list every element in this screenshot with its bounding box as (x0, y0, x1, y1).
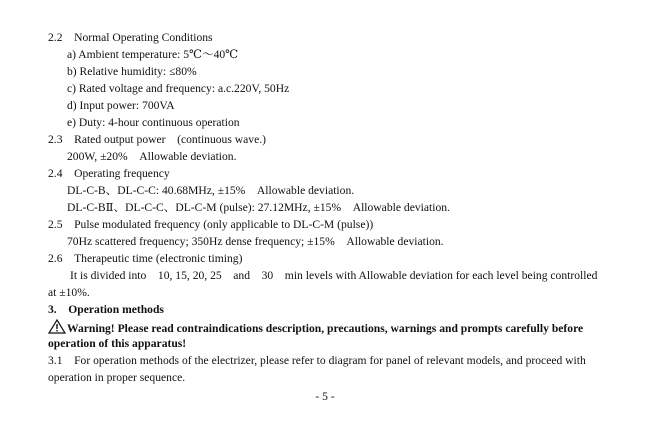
frequency-line-1: DL-C-B、DL-C-C: 40.68MHz, ±15% Allowable deviation. (67, 184, 355, 197)
warning-text-1: Warning! Please read contraindications description, precautions, warnings and prompts carefully before (67, 322, 584, 335)
rated-output-power-text: 200W, ±20% Allowable deviation. (67, 150, 237, 163)
frequency-line-2: DL-C-BⅡ、DL-C-C、DL-C-M (pulse): 27.12MHz, ±15% Allowable deviation. (67, 201, 450, 214)
section-2-3-heading: 2.3 Rated output power (continuous wave.) (48, 133, 266, 146)
pulse-frequency-text: 70Hz scattered frequency; 350Hz dense frequency; ±15% Allowable deviation. (67, 235, 444, 248)
section-2-6-heading: 2.6 Therapeutic time (electronic timing) (48, 252, 243, 265)
section-3-1-line-2: operation in proper sequence. (48, 371, 186, 384)
therapeutic-time-line-2: at ±10%. (48, 286, 90, 299)
section-2-4-heading: 2.4 Operating frequency (48, 167, 170, 180)
page-number: - 5 - (315, 390, 335, 403)
section-3-1-line-1: 3.1 For operation methods of the electrizer, please refer to diagram for panel of relevant models, and proceed with (48, 354, 586, 367)
rated-voltage-item: c) Rated voltage and frequency: a.c.220V, 50Hz (67, 82, 290, 95)
section-2-2-heading: 2.2 Normal Operating Conditions (48, 31, 213, 44)
warning-triangle-icon (48, 319, 66, 334)
section-3-heading: 3. Operation methods (48, 303, 164, 316)
ambient-temperature-item: a) Ambient temperature: 5℃～40℃ (67, 48, 239, 61)
duty-item: e) Duty: 4-hour continuous operation (67, 116, 240, 129)
warning-line-1 (48, 319, 583, 336)
section-2-5-heading: 2.5 Pulse modulated frequency (only applicable to DL-C-M (pulse)) (48, 218, 374, 231)
input-power-item: d) Input power: 700VA (67, 99, 175, 112)
relative-humidity-item: b) Relative humidity: ≤80% (67, 65, 197, 78)
therapeutic-time-line-1: It is divided into 10, 15, 20, 25 and 30 min levels with Allowable deviation for each level being controlled (70, 269, 598, 282)
warning-line-2: operation of this apparatus! (48, 337, 187, 350)
